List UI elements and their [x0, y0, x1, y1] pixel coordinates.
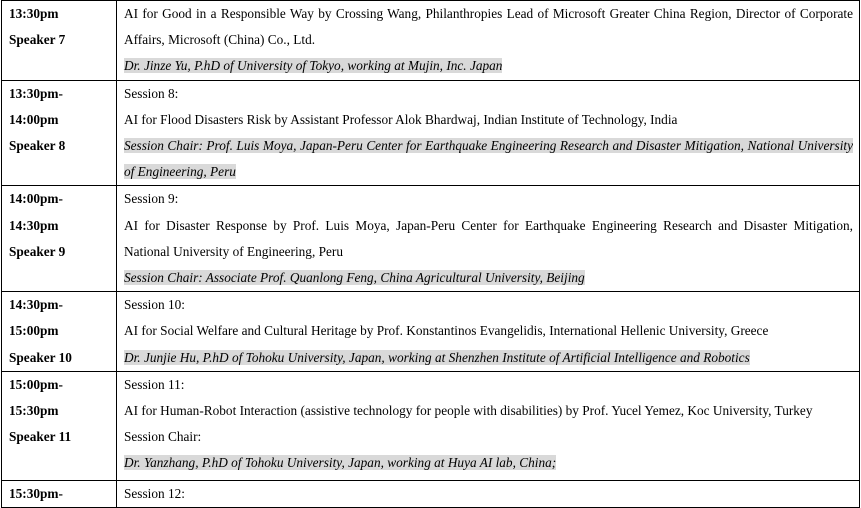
session-chair: Dr. Junjie Hu, P.hD of Tohoku University, Japan, working at Shenzhen Institute of Artificial Intelligence and Robotics — [124, 349, 750, 365]
table-row — [2, 371, 860, 480]
time-start: 13:30pm — [9, 6, 59, 21]
time-start: 13:30pm- — [9, 85, 63, 101]
speaker-label: Speaker 7 — [9, 32, 66, 48]
talk-title: AI for Flood Disasters Risk by Assistant Professor Alok Bhardwaj, Indian Institute of Technology, India — [124, 111, 678, 127]
speaker-label: Speaker 11 — [9, 429, 72, 445]
time-cell — [2, 80, 117, 186]
time-cell — [2, 292, 117, 372]
table-row — [2, 186, 860, 292]
table-row — [2, 480, 860, 507]
talk-title: AI for Good in a Responsible Way by Crossing Wang, Philanthropies Lead of Microsoft Greater China Region, Director of Corporate Affairs, Microsoft (China) Co., Ltd. — [124, 6, 853, 48]
time-end: 14:30pm — [9, 217, 59, 233]
speaker-label: Speaker 8 — [9, 138, 66, 154]
table-row — [2, 1, 860, 81]
session-chair: Dr. Yanzhang, P.hD of Tohoku University, Japan, working at Huya AI lab, China; — [124, 455, 557, 471]
speaker-label: Speaker 9 — [9, 243, 66, 259]
talk-title: AI for Human-Robot Interaction (assistive technology for people with disabilities) by Prof. Yucel Yemez, Koc University, Turkey — [124, 403, 813, 419]
time-cell — [2, 186, 117, 292]
content-cell — [117, 1, 860, 81]
session-chair: Dr. Jinze Yu, P.hD of University of Tokyo, working at Mujin, Inc. Japan — [124, 58, 503, 74]
time-start: 15:00pm- — [9, 376, 63, 392]
time-end: 14:00pm — [9, 111, 59, 127]
session-label: Session 8: — [124, 85, 179, 101]
schedule-table — [1, 0, 860, 508]
table-row — [2, 80, 860, 186]
time-cell — [2, 371, 117, 480]
session-chair-label: Session Chair: — [124, 429, 202, 445]
time-end: 15:00pm — [9, 323, 59, 339]
time-start: 15:30pm- — [9, 485, 63, 501]
content-cell — [117, 480, 860, 507]
time-end: 15:30pm — [9, 403, 59, 419]
time-start: 14:30pm- — [9, 297, 63, 313]
content-cell — [117, 186, 860, 292]
session-label: Session 10: — [124, 297, 185, 313]
table-row — [2, 292, 860, 372]
session-label: Session 9: — [124, 191, 179, 207]
talk-title: AI for Social Welfare and Cultural Heritage by Prof. Konstantinos Evangelidis, International Hellenic University, Greece — [124, 323, 769, 339]
talk-title: AI for Disaster Response by Prof. Luis Moya, Japan-Peru Center for Earthquake Engineering Research and Disaster Mitigation, National University of Engineering, Peru — [124, 217, 853, 259]
session-label: Session 12: — [124, 485, 185, 501]
time-start: 14:00pm- — [9, 191, 63, 207]
content-cell — [117, 292, 860, 372]
time-cell — [2, 480, 117, 507]
content-cell — [117, 371, 860, 480]
speaker-label: Speaker 10 — [9, 349, 72, 365]
time-cell — [2, 1, 117, 81]
session-label: Session 11: — [124, 376, 185, 392]
session-chair: Session Chair: Prof. Luis Moya, Japan-Peru Center for Earthquake Engineering Research and Disaster Mitigation, National University of Engineering, Peru — [124, 138, 853, 180]
session-chair: Session Chair: Associate Prof. Quanlong Feng, China Agricultural University, Beijing — [124, 270, 585, 286]
content-cell — [117, 80, 860, 186]
